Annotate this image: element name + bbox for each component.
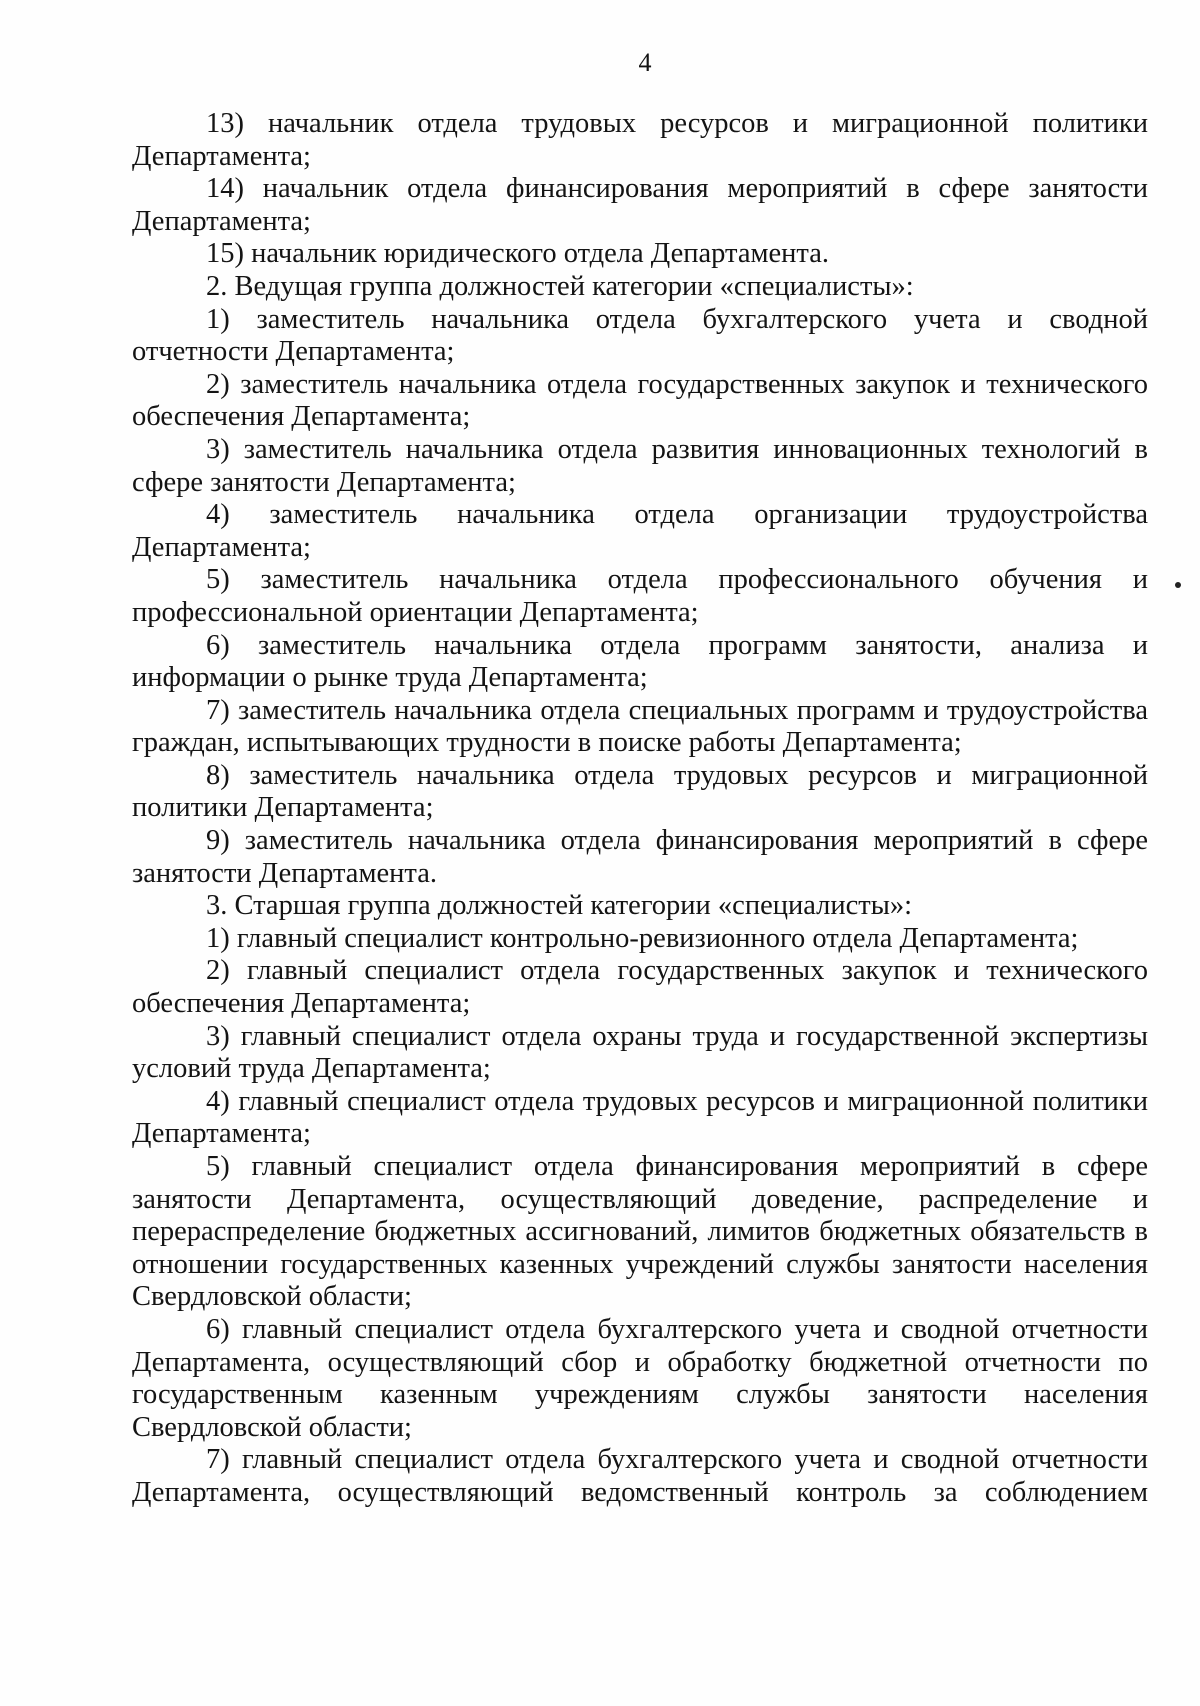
list-item: 9) заместитель начальника отдела финансирования мероприятий в сфере занятости Департамента. bbox=[132, 825, 1148, 889]
list-item: 5) главный специалист отдела финансирования мероприятий в сфере занятости Департамента, осуществляющий доведение, распределение и перераспределение бюджетных ассигнований, лимитов бюджетных обязательств в отношении государственных казенных учреждений службы занятости населения Свердловской области; bbox=[132, 1151, 1148, 1313]
list-item: 3) заместитель начальника отдела развития инновационных технологий в сфере занятости Департамента; bbox=[132, 433, 1148, 498]
list-item: 5) заместитель начальника отдела профессионального обучения и профессиональной ориентации Департамента; bbox=[132, 564, 1148, 628]
list-item: 4) заместитель начальника отдела организации трудоустройства Департамента; bbox=[132, 499, 1148, 563]
list-item: 1) заместитель начальника отдела бухгалтерского учета и сводной отчетности Департамента; bbox=[132, 303, 1148, 368]
list-item: 7) главный специалист отдела бухгалтерского учета и сводной отчетности Департамента, осуществляющий ведомственный контроль за соблюдением bbox=[132, 1444, 1148, 1508]
list-item: 14) начальник отдела финансирования мероприятий в сфере занятости Департамента; bbox=[132, 173, 1148, 237]
list-item: 6) главный специалист отдела бухгалтерского учета и сводной отчетности Департамента, осуществляющий сбор и обработку бюджетной отчетности по государственным казенным учреждениям службы занятости населения Свердловской области; bbox=[132, 1313, 1148, 1443]
list-item: 15) начальник юридического отдела Департамента. bbox=[206, 238, 829, 270]
list-item: 7) заместитель начальника отдела специальных программ и трудоустройства граждан, испытывающих трудности в поиске работы Департамента; bbox=[132, 694, 1148, 759]
list-item: 2) главный специалист отдела государственных закупок и технического обеспечения Департамента; bbox=[132, 955, 1148, 1020]
list-item: 8) заместитель начальника отдела трудовых ресурсов и миграционной политики Департамента; bbox=[132, 759, 1148, 824]
list-item: 1) главный специалист контрольно-ревизионного отдела Департамента; bbox=[206, 922, 1079, 954]
section-heading: 3. Старшая группа должностей категории «специалисты»: bbox=[206, 890, 913, 922]
section-heading: 2. Ведущая группа должностей категории «специалисты»: bbox=[206, 270, 914, 302]
page-number: 4 bbox=[638, 48, 652, 77]
document-body bbox=[132, 108, 1148, 1510]
list-item: 2) заместитель начальника отдела государственных закупок и технического обеспечения Департамента; bbox=[132, 368, 1148, 433]
scan-speck bbox=[1175, 582, 1181, 588]
list-item: 6) заместитель начальника отдела программ занятости, анализа и информации о рынке труда Департамента; bbox=[132, 629, 1148, 694]
list-item: 3) главный специалист отдела охраны труда и государственной экспертизы условий труда Департамента; bbox=[132, 1020, 1148, 1085]
list-item: 13) начальник отдела трудовых ресурсов и миграционной политики Департамента; bbox=[132, 108, 1148, 172]
list-item: 4) главный специалист отдела трудовых ресурсов и миграционной политики Департамента; bbox=[132, 1085, 1148, 1150]
